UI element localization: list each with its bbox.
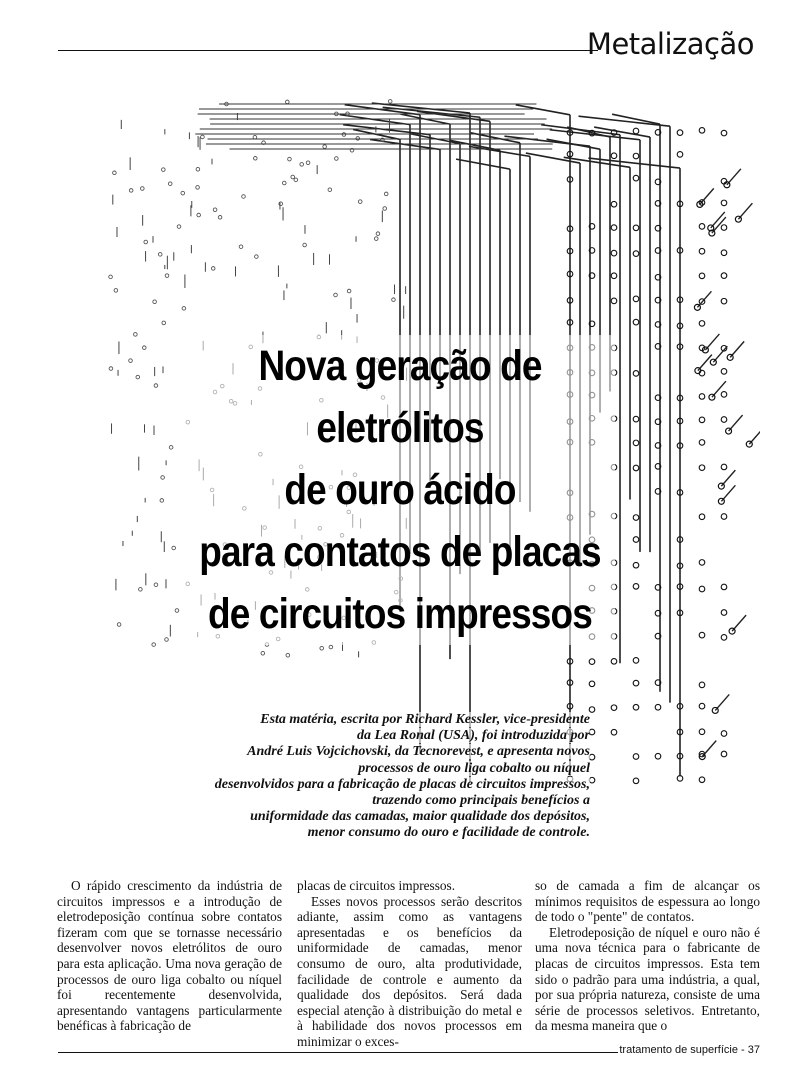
- body-column-3: [535, 878, 760, 1034]
- article-deck: [200, 712, 590, 842]
- body-paragraph: O rápido crescimento da indústria de circuitos impressos e a introdução de eletrodeposição contínua sobre contatos fizeram com que se tornasse necessário desenvolver novos eletrólitos de ouro para esta aplicação. Uma nova geração de processos de ouro liga cobalto ou níquel foi recentemente desenvolvida, apresentando vantagens particularmente benéficas à fabricação de: [57, 878, 282, 1034]
- body-paragraph: Esses novos processos serão descritos adiante, assim como as vantagens apresentadas e os benefícios da uniformidade de camadas, menor consumo de ouro, alta produtividade, facilidade de controle e aumento da qualidade dos depósitos. Será dada especial atenção à distribuição do metal e à habilidade dos novos processos em minimizar o exces-: [297, 893, 522, 1049]
- deck-line: André Luis Vojcichovski, da Tecnorevest, e apresenta novos: [247, 744, 590, 760]
- deck-line: Esta matéria, escrita por Richard Kessler, vice-presidente: [260, 712, 590, 727]
- footer-rule: [58, 1052, 618, 1053]
- body-paragraph: placas de circuitos impressos.: [297, 878, 456, 893]
- deck-line: processos de ouro liga cobalto ou níquel: [358, 760, 590, 776]
- headline-line: de ouro ácido: [185, 459, 615, 521]
- section-label: Metalização: [586, 27, 754, 61]
- page-footer: tratamento de superfície - 37: [619, 1044, 760, 1056]
- deck-line: da Lea Ronal (USA), foi introduzida por: [357, 728, 590, 744]
- headline-line: para contatos de placas: [185, 521, 615, 583]
- headline-line: de circuitos impressos: [185, 583, 615, 645]
- body-paragraph: Eletrodeposição de níquel e ouro não é uma nova técnica para o fabricante de placas de circuitos impressos. Esta tem sido o padrão para uma indústria, a qual, por sua própria natureza, consiste de uma série de processos seletivos. Entretanto, da mesma maneira que o: [535, 924, 760, 1034]
- deck-line: menor consumo do ouro e facilidade de controle.: [307, 825, 590, 841]
- section-rule: [58, 50, 598, 51]
- headline-line: Nova geração de eletrólitos: [185, 335, 615, 459]
- body-paragraph: so de camada a fim de alcançar os mínimos requisitos de espessura ao longo de todo o "pente" de contatos.: [535, 878, 760, 925]
- deck-line: trazendo como principais benefícios a: [372, 793, 590, 809]
- deck-line: desenvolvidos para a fabricação de placas de circuitos impressos,: [214, 776, 590, 792]
- article-headline: [185, 335, 615, 645]
- deck-line: uniformidade das camadas, maior qualidade dos depósitos,: [250, 809, 590, 825]
- body-column-2: [297, 878, 522, 1050]
- body-column-1: [57, 878, 282, 1034]
